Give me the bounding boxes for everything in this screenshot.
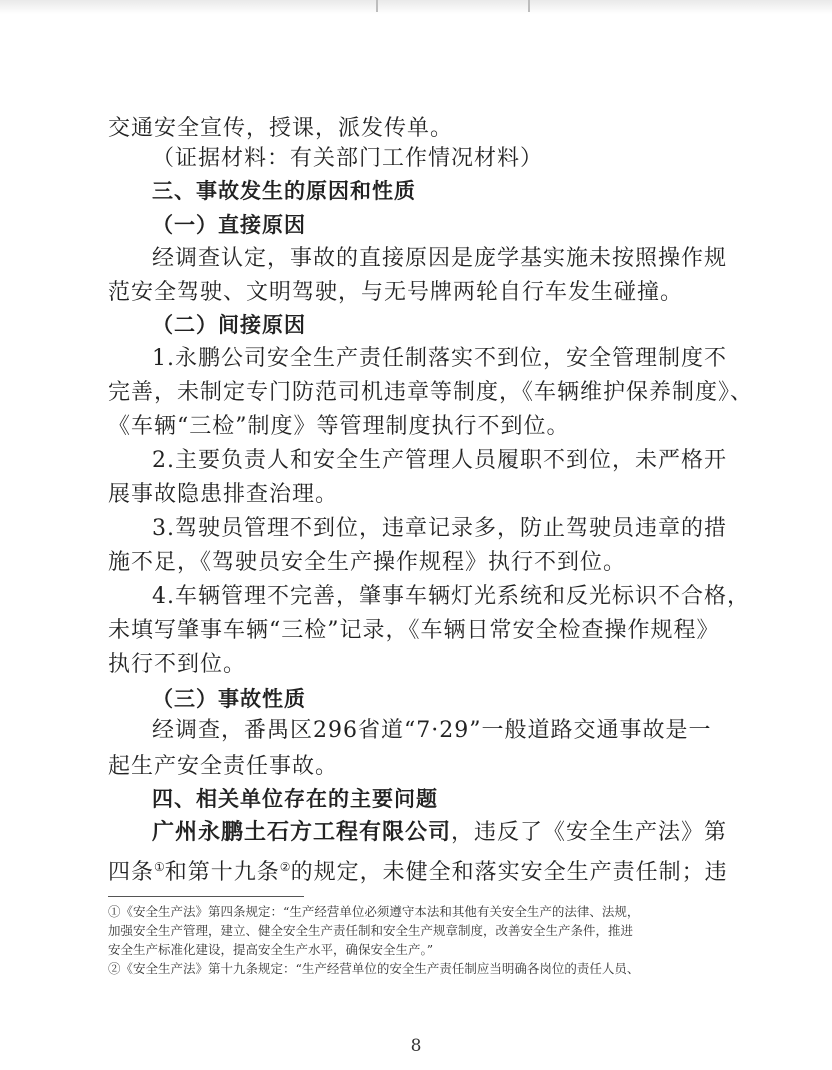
body-line: 起生产安全责任事故。 xyxy=(108,754,339,779)
body-line: 执行不到位。 xyxy=(108,652,247,677)
subsection-heading: （二）间接原因 xyxy=(152,313,306,337)
body-line: 交通安全宣传，授课，派发传单。 xyxy=(108,116,454,141)
scan-artifact xyxy=(376,0,378,12)
footnote-marker: ② xyxy=(279,860,291,874)
body-line: 经调查，番禺区296省道“7·29”一般道路交通事故是一 xyxy=(152,718,712,743)
body-line: 1.永鹏公司安全生产责任制落实不到位，安全管理制度不 xyxy=(152,346,727,371)
body-text: 的规定，未健全和落实安全生产责任制；违 xyxy=(290,860,728,885)
company-name: 广州永鹏土石方工程有限公司 xyxy=(152,820,452,845)
body-line: 3.驾驶员管理不到位，违章记录多，防止驾驶员违章的措 xyxy=(152,516,727,541)
body-text: ，违反了《安全生产法》第 xyxy=(451,820,728,845)
body-line: 4.车辆管理不完善，肇事车辆灯光系统和反光标识不合格， xyxy=(152,584,750,609)
body-line: 《车辆“三检”制度》等管理制度执行不到位。 xyxy=(108,414,570,439)
body-line: 未填写肇事车辆“三检”记录，《车辆日常安全检查操作规程》 xyxy=(108,618,720,643)
body-text: 和第十九条 xyxy=(164,860,280,885)
body-line: 经调查认定，事故的直接原因是庞学基实施未按照操作规 xyxy=(152,246,728,271)
evidence-note: （证据材料：有关部门工作情况材料） xyxy=(152,146,544,171)
company-paragraph-line-2 xyxy=(108,852,728,885)
body-line: 施不足，《驾驶员安全生产操作规程》执行不到位。 xyxy=(108,550,627,575)
scan-edge xyxy=(0,0,832,14)
body-line: 范安全驾驶、文明驾驶，与无号牌两轮自行车发生碰撞。 xyxy=(108,280,684,305)
page-number: 8 xyxy=(410,1036,422,1056)
subsection-heading: （三）事故性质 xyxy=(152,687,306,711)
company-paragraph-line-1 xyxy=(152,818,727,848)
section-heading: 三、事故发生的原因和性质 xyxy=(152,179,416,203)
body-line: 完善，未制定专门防范司机违章等制度，《车辆维护保养制度》、 xyxy=(108,380,754,405)
footnote-divider xyxy=(108,896,304,897)
footnote-line: ①《安全生产法》第四条规定：“生产经营单位必须遵守本法和其他有关安全生产的法律、法规， xyxy=(108,904,640,919)
footnote-line: ②《安全生产法》第十九条规定：“生产经营单位的安全生产责任制应当明确各岗位的责任人员、 xyxy=(108,961,640,976)
body-line: 2.主要负责人和安全生产管理人员履职不到位，未严格开 xyxy=(152,448,727,473)
body-text: 四条 xyxy=(108,860,155,885)
footnote-marker: ① xyxy=(154,860,165,874)
footnote-line: 加强安全生产管理，建立、健全安全生产责任制和安全生产规章制度，改善安全生产条件，推进 xyxy=(108,923,634,938)
footnote-line: 安全生产标准化建设，提高安全生产水平，确保安全生产。” xyxy=(108,942,434,957)
section-heading: 四、相关单位存在的主要问题 xyxy=(152,787,438,811)
subsection-heading: （一）直接原因 xyxy=(152,213,306,237)
scan-artifact xyxy=(528,0,530,12)
body-line: 展事故隐患排查治理。 xyxy=(108,482,339,507)
